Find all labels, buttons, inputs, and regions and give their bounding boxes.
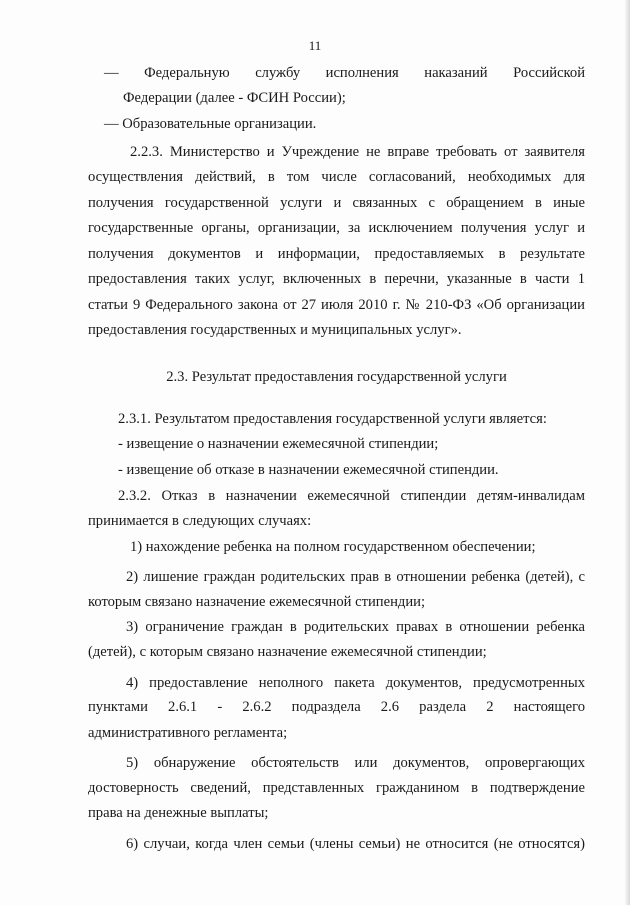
text-line: 5) обнаружение обстоятельств или документов, опровергающих [126, 755, 585, 771]
text-line: предоставления государственных и муниципальных услуг». [88, 322, 462, 338]
text-line: (детей), с которым связано назначение ежемесячной стипендии; [88, 644, 487, 660]
text-line: принимается в следующих случаях: [88, 513, 312, 529]
text-line: 2.3.2. Отказ в назначении ежемесячной стипендии детям-инвалидам [118, 488, 585, 504]
text-line: права на денежные выплаты; [88, 805, 269, 821]
text-line: 4) предоставление неполного пакета документов, предусмотренных [126, 675, 585, 691]
page-edge-shadow [624, 0, 630, 905]
text-line: 2) лишение граждан родительских прав в отношении ребенка (детей), с [126, 569, 585, 585]
text-line: — Федеральную службу исполнения наказаний Российской [104, 65, 585, 81]
text-line: предоставления таких услуг, включенных в перечни, указанные в части 1 [88, 271, 585, 287]
text-line: Федерации (далее - ФСИН России); [123, 90, 346, 106]
text-line: 2.3. Результат предоставления государственной услуги [166, 369, 507, 385]
text-line: получения государственной услуги и связанных с обращением в иные [88, 195, 585, 211]
text-line: 2.3.1. Результатом предоставления государственной услуги является: [118, 411, 547, 427]
text-line: 3) ограничение граждан в родительских правах в отношении ребенка [126, 619, 585, 635]
text-line: государственные органы, организации, за исключением получения услуг и [88, 220, 585, 236]
text-line: статьи 9 Федерального закона от 27 июля 2010 г. № 210-ФЗ «Об организации [88, 297, 585, 313]
page-number: 11 [308, 38, 322, 53]
text-line: 1) нахождение ребенка на полном государственном обеспечении; [130, 539, 536, 555]
text-line: получения документов и информации, предоставляемых в результате [88, 246, 585, 262]
text-line: - извещение о назначении ежемесячной стипендии; [118, 436, 439, 452]
text-line: 6) случаи, когда член семьи (члены семьи) не относится (не относятся) [126, 836, 585, 852]
text-line: - извещение об отказе в назначении ежемесячной стипендии. [118, 462, 499, 478]
text-line: осуществления действий, в том числе согласований, необходимых для [88, 169, 585, 185]
text-line: административного регламента; [88, 725, 288, 741]
text-line: 2.2.3. Министерство и Учреждение не вправе требовать от заявителя [130, 144, 585, 160]
text-line: — Образовательные организации. [104, 116, 317, 132]
text-line: пунктами 2.6.1 - 2.6.2 подраздела 2.6 раздела 2 настоящего [88, 699, 585, 715]
text-line: которым связано назначение ежемесячной стипендии; [88, 594, 426, 610]
text-line: достоверность сведений, представленных гражданином в подтверждение [88, 780, 585, 796]
